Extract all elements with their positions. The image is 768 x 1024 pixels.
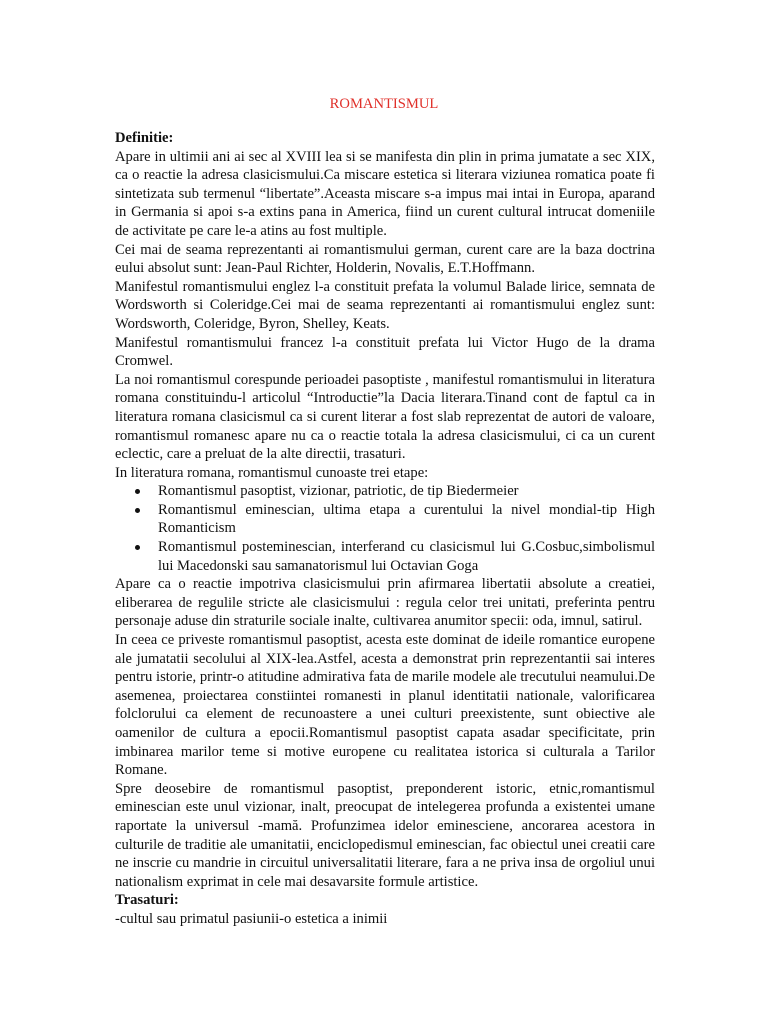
paragraph: Apare ca o reactie impotriva clasicismului prin afirmarea libertatii absolute a creatiei, eliberarea de regulile stricte ale clasicismului : regula celor trei unitati, preferinta pentru personaje aduse din straturile sociale inalte, cultivarea anumitor specii: oda, imnul, satirul.: [115, 576, 655, 630]
paragraph: In ceea ce priveste romantismul pasoptist, acesta este dominat de ideile romantice europene ale jumatatii secolului al XIX-lea.Astfel, acesta a demonstrat prin reprezentantii sai interes pentru istorie, printr-o atitudine admirativa fata de marile modele ale trecutului neamului.De asemenea, proiectarea constiintei romanesti in planul identitatii nationale, valorificarea folclorului ca element de recunoastere a unei culturi preexistente, sunt obiective ale oamenilor de cultura a epocii.Romantismul pasoptist capata asadar specificitate, prin imbinarea marilor teme si motive europene cu realitatea istorica si culturala a Tarilor Romane.: [115, 632, 655, 779]
list-item: Romantismul posteminescian, interferand cu clasicismul lui G.Cosbuc,simbolismul lui Macedonski sau samanatorismul lui Octavian Goga: [158, 539, 655, 574]
stages-list: [115, 482, 655, 575]
list-item: Romantismul pasoptist, vizionar, patriotic, de tip Biedermeier: [158, 482, 655, 501]
paragraph: Cei mai de seama reprezentanti ai romantismului german, curent care are la baza doctrina eului absolut sunt: Jean-Paul Richter, Holderin, Novalis, E.T.Hoffmann.: [115, 241, 655, 277]
paragraph: Manifestul romantismului francez l-a constituit prefata lui Victor Hugo de la drama Cromwel.: [115, 334, 655, 370]
paragraph: Apare in ultimii ani ai sec al XVIII lea si se manifesta din plin in prima jumatate a sec XIX, ca o reactie la adresa clasicismului.Ca miscare estetica si literara viziunea romatica poate fi sintetizata sub termenul “libertate”.Aceasta miscare s-a impus mai intai in Europa, aparand in Germania si apoi s-a extins pana in America, fiind un curent cultural intrucat domeniile de activitate pe care le-a atins au fost multiple.: [115, 148, 655, 239]
trait-item: -cultul sau primatul pasiunii-o estetica a inimii: [115, 910, 388, 927]
paragraph: Manifestul romantismului englez l-a constituit prefata la volumul Balade lirice, semnata de Wordsworth si Coleridge.Cei mai de seama reprezentanti ai romantismului englez sunt: Wordsworth, Coleridge, Byron, Shelley, Keats.: [115, 278, 655, 332]
definition-heading: Definitie:: [115, 130, 174, 146]
paragraph: Spre deosebire de romantismul pasoptist, preponderent istoric, etnic,romantismul eminescian este unul vizionar, inalt, preocupat de intelegerea profunda a existentei umane raportate la universul -mamă. Profunzimea idelor eminesciene, ancorarea acestora in culturile de traditie ale umanitatii, enciclopedismul eminescian, fac obiectul unei creatii care ne inscrie cu mandrie in circuitul universalitatii literare, fara a ne priva insa de orgoliul unui nationalism exprimat in cele mai desavarsite formule artistice.: [115, 780, 655, 890]
paragraph: La noi romantismul corespunde perioadei pasoptiste , manifestul romantismului in literatura romana constituindu-l articolul “Introductie”la Dacia literara.Tinand cont de faptul ca in literatura romana clasicismul ca si curent literar a fost slab reprezentat de autori de valoare, romantismul romanesc apare nu ca o reactie totala la adresa clasicismului, ci ca un curent eclectic, care a preluat de la alte directii, trasaturi.: [115, 371, 655, 463]
list-item: Romantismul eminescian, ultima etapa a curentului la nivel mondial-tip High Romanticism: [158, 501, 655, 537]
document-title: ROMANTISMUL: [329, 96, 439, 112]
traits-heading: Trasaturi:: [115, 892, 179, 909]
paragraph: In literatura romana, romantismul cunoaste trei etape:: [115, 464, 429, 481]
document-body: [115, 129, 655, 929]
